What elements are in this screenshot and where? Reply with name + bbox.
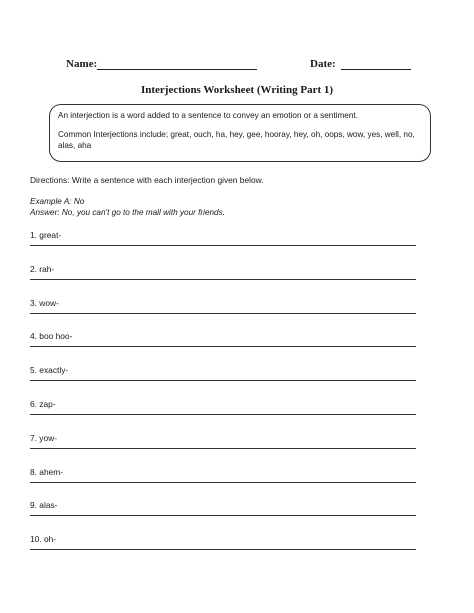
header-row bbox=[66, 58, 414, 74]
date-blank-line[interactable] bbox=[341, 69, 411, 70]
answer-line[interactable] bbox=[30, 313, 416, 314]
answer-line[interactable] bbox=[30, 482, 416, 483]
exercise-item bbox=[30, 365, 416, 399]
answer-line[interactable] bbox=[30, 549, 416, 550]
name-label: Name: bbox=[66, 58, 98, 70]
info-box bbox=[49, 104, 431, 162]
answer-line[interactable] bbox=[30, 448, 416, 449]
worksheet-title: Interjections Worksheet (Writing Part 1) bbox=[140, 84, 334, 96]
exercise-item bbox=[30, 467, 416, 501]
exercise-item bbox=[30, 399, 416, 433]
exercise-item bbox=[30, 298, 416, 332]
answer-line[interactable] bbox=[30, 346, 416, 347]
example-block bbox=[30, 196, 225, 218]
common-interjections: Common Interjections include; great, ouch, ha, hey, gee, hooray, hey, oh, oops, wow, yes, well, no, alas, aha bbox=[58, 130, 415, 150]
date-label: Date: bbox=[310, 58, 336, 70]
exercise-label: 9. alas- bbox=[30, 500, 58, 511]
exercise-item bbox=[30, 534, 416, 568]
name-blank-line[interactable] bbox=[97, 69, 257, 70]
answer-line[interactable] bbox=[30, 279, 416, 280]
exercise-label: 4. boo hoo- bbox=[30, 331, 73, 342]
exercise-item bbox=[30, 433, 416, 467]
exercise-label: 7. yow- bbox=[30, 432, 57, 443]
exercise-item bbox=[30, 230, 416, 264]
answer-line[interactable] bbox=[30, 515, 416, 516]
exercise-label: 10. oh- bbox=[30, 534, 57, 545]
directions: Directions: Write a sentence with each interjection given below. bbox=[30, 175, 264, 185]
exercise-label: 3. wow- bbox=[30, 297, 59, 308]
answer-line[interactable] bbox=[30, 245, 416, 246]
exercise-label: 5. exactly- bbox=[30, 365, 69, 376]
exercise-list bbox=[30, 230, 416, 568]
exercise-label: 2. rah- bbox=[30, 263, 55, 274]
answer-line[interactable] bbox=[30, 380, 416, 381]
exercise-item bbox=[30, 500, 416, 534]
example-answer: Answer: No, you can't go to the mall with your friends. bbox=[30, 208, 225, 217]
answer-line[interactable] bbox=[30, 414, 416, 415]
exercise-label: 8. ahem- bbox=[30, 466, 64, 477]
exercise-item bbox=[30, 264, 416, 298]
example-prompt: Example A: No bbox=[30, 197, 85, 206]
exercise-label: 1. great- bbox=[30, 230, 62, 240]
exercise-item bbox=[30, 331, 416, 365]
exercise-label: 6. zap- bbox=[30, 398, 56, 409]
interjection-definition: An interjection is a word added to a sentence to convey an emotion or a sentiment. bbox=[58, 111, 358, 120]
